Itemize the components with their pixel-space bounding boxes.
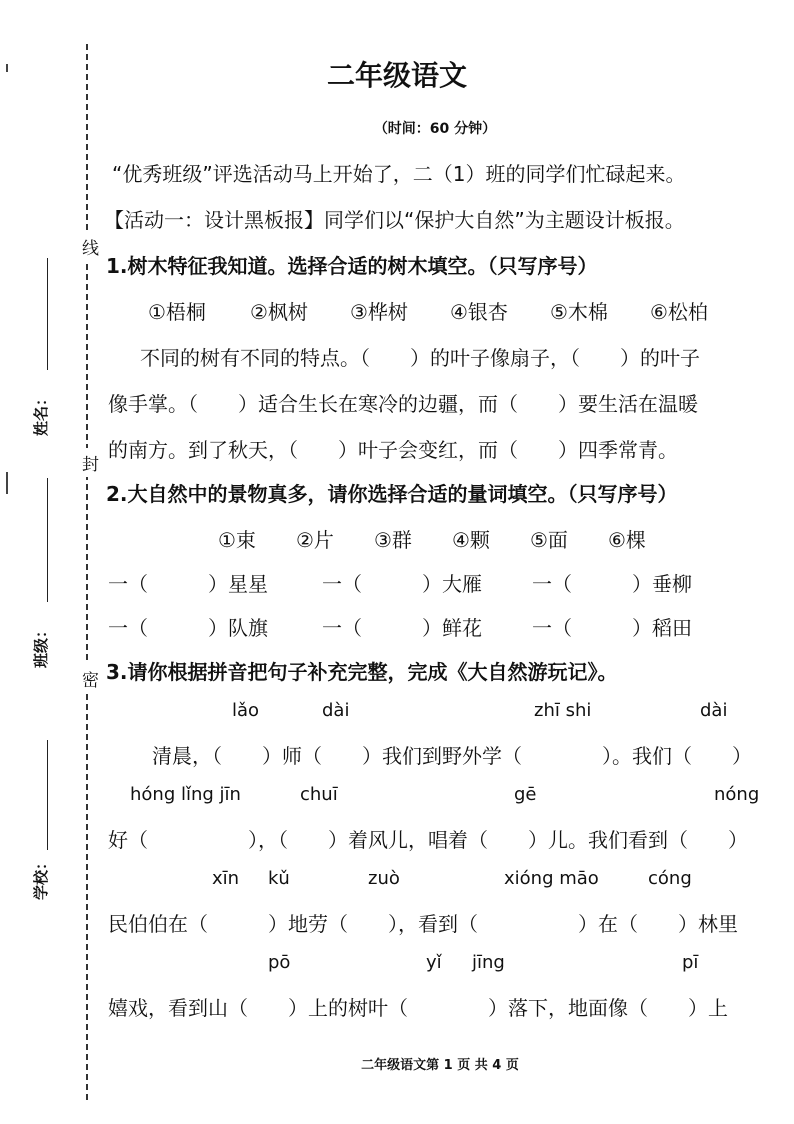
question-3-title: 3.请你根据拼音把句子补充完整，完成《大自然游玩记》。 bbox=[106, 660, 618, 684]
pinyin: pī bbox=[682, 952, 699, 973]
q1-sentence-line[interactable]: 像手掌。（ ）适合生长在寒冷的边疆，而（ ）要生活在温暖 bbox=[108, 392, 698, 416]
page-footer: 二年级语文第 1 页 共 4 页 bbox=[361, 1058, 519, 1073]
q1-option: ①梧桐 bbox=[148, 300, 206, 324]
page-title: 二年级语文 bbox=[326, 59, 467, 92]
time-limit: （时间：60 分钟） bbox=[373, 121, 497, 137]
activity-one-text: 【活动一：设计黑板报】同学们以“保护大自然”为主题设计板报。 bbox=[104, 208, 685, 232]
scan-edge-mark bbox=[6, 472, 8, 494]
pinyin: chuī bbox=[300, 784, 338, 805]
q1-option: ③桦树 bbox=[350, 300, 408, 324]
name-label: 姓名： bbox=[32, 390, 50, 436]
q1-option: ⑤木棉 bbox=[550, 300, 608, 324]
seal-word-xian: 线 bbox=[82, 232, 99, 261]
pinyin: cóng bbox=[648, 868, 692, 889]
pinyin: zuò bbox=[368, 868, 400, 889]
q1-sentence-line[interactable]: 不同的树有不同的特点。（ ）的叶子像扇子，（ ）的叶子 bbox=[140, 346, 700, 370]
q1-option: ④银杏 bbox=[450, 300, 508, 324]
pinyin: yǐ bbox=[426, 952, 442, 973]
q2-blank[interactable]: 一（ ）稻田 bbox=[532, 616, 692, 640]
q1-sentence-line[interactable]: 的南方。到了秋天，（ ）叶子会变红，而（ ）四季常青。 bbox=[108, 438, 678, 462]
q3-sentence-line[interactable]: 清晨，（ ）师（ ）我们到野外学（ ）。我们（ ） bbox=[152, 744, 752, 768]
q2-option: ①束 bbox=[218, 528, 256, 552]
seal-word-feng: 封 bbox=[82, 448, 99, 477]
intro-text: “优秀班级”评选活动马上开始了，二（1）班的同学们忙碌起来。 bbox=[112, 162, 686, 186]
seal-word-mi: 密 bbox=[82, 664, 99, 693]
class-label: 班级： bbox=[32, 622, 50, 668]
pinyin: gē bbox=[514, 784, 537, 805]
q2-blank[interactable]: 一（ ）大雁 bbox=[322, 572, 482, 596]
pinyin: jīng bbox=[472, 952, 505, 973]
pinyin: xióng māo bbox=[504, 868, 599, 889]
pinyin: kǔ bbox=[268, 868, 290, 889]
q2-option: ⑤面 bbox=[530, 528, 568, 552]
q2-option: ③群 bbox=[374, 528, 412, 552]
pinyin: zhī shi bbox=[534, 700, 592, 721]
name-write-line[interactable] bbox=[47, 258, 48, 370]
q2-option: ②片 bbox=[296, 528, 334, 552]
binding-dashed-line bbox=[86, 44, 88, 1100]
pinyin: lǎo bbox=[232, 700, 260, 721]
question-1-title: 1.树木特征我知道。选择合适的树木填空。（只写序号） bbox=[106, 254, 598, 278]
pinyin: dài bbox=[700, 700, 728, 721]
q2-blank[interactable]: 一（ ）垂柳 bbox=[532, 572, 692, 596]
pinyin: hóng lǐng jīn bbox=[130, 784, 241, 805]
q3-sentence-line[interactable]: 民伯伯在（ ）地劳（ ），看到（ ）在（ ）林里 bbox=[108, 912, 738, 936]
q2-option: ⑥棵 bbox=[608, 528, 646, 552]
q1-option: ②枫树 bbox=[250, 300, 308, 324]
q3-sentence-line[interactable]: 嬉戏，看到山（ ）上的树叶（ ）落下，地面像（ ）上 bbox=[108, 996, 728, 1020]
q1-option: ⑥松柏 bbox=[650, 300, 708, 324]
pinyin: nóng bbox=[714, 784, 760, 805]
pinyin: xīn bbox=[212, 868, 240, 889]
q2-option: ④颗 bbox=[452, 528, 490, 552]
q2-blank[interactable]: 一（ ）星星 bbox=[108, 572, 268, 596]
pinyin: dài bbox=[322, 700, 350, 721]
q2-blank[interactable]: 一（ ）鲜花 bbox=[322, 616, 482, 640]
school-write-line[interactable] bbox=[47, 740, 48, 850]
q3-sentence-line[interactable]: 好（ ），（ ）着风儿，唱着（ ）儿。我们看到（ ） bbox=[108, 828, 748, 852]
class-write-line[interactable] bbox=[47, 478, 48, 602]
school-label: 学校： bbox=[32, 854, 50, 900]
pinyin: pō bbox=[268, 952, 291, 973]
question-2-title: 2.大自然中的景物真多，请你选择合适的量词填空。（只写序号） bbox=[106, 482, 678, 506]
q2-blank[interactable]: 一（ ）队旗 bbox=[108, 616, 268, 640]
